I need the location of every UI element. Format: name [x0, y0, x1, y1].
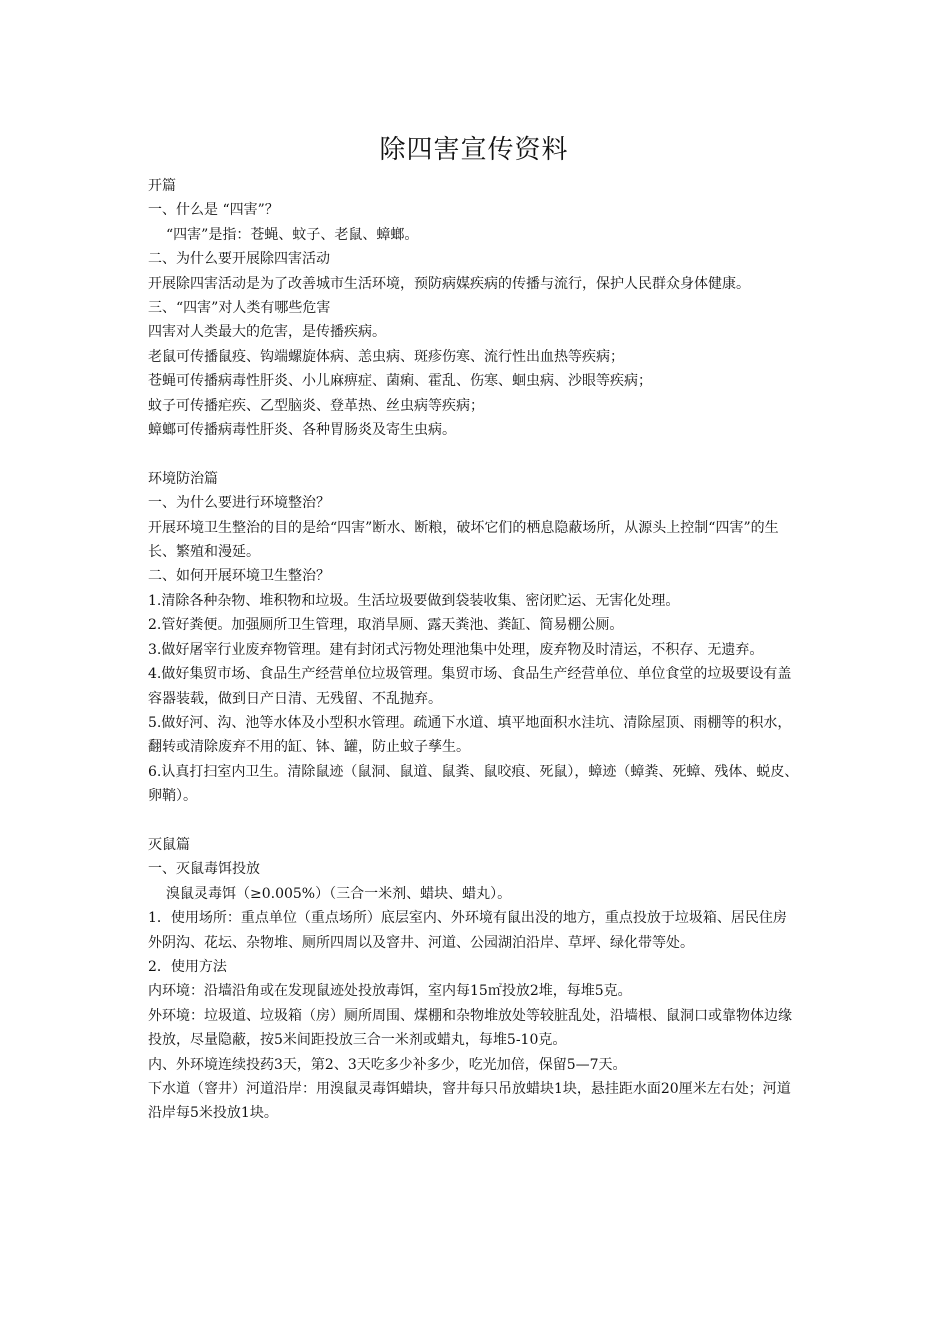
section-heading: 开篇 [148, 178, 176, 194]
paragraph-line: 1．使用场所：重点单位（重点场所）底层室内、外环境有鼠出没的地方，重点投放于垃圾箱、居民住房外阴沟、花坛、杂物堆、厕所四周以及窨井、河道、公园湖泊沿岸、草坪、绿化带等处。 [148, 910, 787, 951]
section-heading: 灭鼠篇 [148, 836, 190, 853]
section-gap [148, 442, 800, 466]
document-body [148, 174, 800, 1126]
paragraph-line: 2.管好粪便。加强厕所卫生管理，取消旱厕、露天粪池、粪缸、简易棚公厕。 [148, 617, 624, 634]
paragraph-line: 3.做好屠宰行业废弃物管理。建有封闭式污物处理池集中处理，废弃物及时清运，不积存、无遗弃。 [148, 641, 764, 658]
paragraph-line: 蟑螂可传播病毒性肝炎、各种胃肠炎及寄生虫病。 [148, 422, 456, 439]
paragraph-line: 二、为什么要开展除四害活动 [148, 251, 330, 268]
paragraph-line: 三、“四害”对人类有哪些危害 [148, 300, 331, 317]
paragraph-line: 开展环境卫生整治的目的是给“四害”断水、断粮，破坏它们的栖息隐蔽场所，从源头上控制“四害”的生长、繁殖和漫延。 [148, 519, 779, 561]
paragraph-line: 开展除四害活动是为了改善城市生活环境，预防病媒疾病的传播与流行，保护人民群众身体健康。 [148, 275, 750, 292]
paragraph-line: 2．使用方法 [148, 958, 227, 975]
paragraph-line: 一、灭鼠毒饵投放 [148, 861, 260, 878]
paragraph-line: 二、如何开展环境卫生整治？ [148, 568, 330, 585]
paragraph-line: 一、什么是 “四害”？ [148, 202, 279, 219]
paragraph-line: 溴鼠灵毒饵（≥0.005%）（三合一米剂、蜡块、蜡丸）。 [166, 885, 512, 902]
section-gap [148, 809, 800, 833]
document-title: 除四害宣传资料 [379, 135, 569, 165]
paragraph-line: 一、为什么要进行环境整治？ [148, 495, 330, 512]
paragraph-line: 下水道（窨井）河道沿岸：用溴鼠灵毒饵蜡块，窨井每只吊放蜡块1块，悬挂距水面20厘米左右处；河道沿岸每5米投放1块。 [148, 1081, 791, 1122]
paragraph-line: 蚊子可传播疟疾、乙型脑炎、登革热、丝虫病等疾病； [148, 397, 484, 414]
paragraph-line: 内环境：沿墙沿角或在发现鼠迹处投放毒饵，室内每15㎡投放2堆，每堆5克。 [148, 983, 632, 1000]
paragraph-line: 外环境：垃圾道、垃圾箱（房）厕所周围、煤棚和杂物堆放处等较脏乱处，沿墙根、鼠洞口或靠物体边缘投放，尽量隐蔽，按5米间距投放三合一米剂或蜡丸，每堆5-10克。 [148, 1007, 792, 1049]
section-heading: 环境防治篇 [148, 470, 218, 487]
paragraph-line: 6.认真打扫室内卫生。清除鼠迹（鼠洞、鼠道、鼠粪、鼠咬痕、死鼠），蟑迹（蟑粪、死蟑、残体、蜕皮、卵鞘）。 [148, 763, 799, 805]
paragraph-line: 5.做好河、沟、池等水体及小型积水管理。疏通下水道、填平地面积水洼坑、清除屋顶、雨棚等的积水，翻转或清除废弃不用的缸、钵、罐，防止蚊子孳生。 [148, 714, 792, 756]
paragraph-line: “四害”是指：苍蝇、蚊子、老鼠、蟑螂。 [166, 226, 419, 243]
document-section [148, 174, 800, 442]
paragraph-line: 1.清除各种杂物、堆积物和垃圾。生活垃圾要做到袋装收集、密闭贮运、无害化处理。 [148, 592, 680, 609]
paragraph-line: 4.做好集贸市场、食品生产经营单位垃圾管理。集贸市场、食品生产经营单位、单位食堂的垃圾要设有盖容器装载，做到日产日清、无残留、不乱抛弃。 [148, 666, 792, 707]
document-section [148, 833, 800, 1126]
paragraph-line: 四害对人类最大的危害，是传播疾病。 [148, 324, 386, 341]
document-section [148, 467, 800, 809]
paragraph-line: 内、外环境连续投药3天，第2、3天吃多少补多少，吃光加倍，保留5—7天。 [148, 1056, 627, 1073]
paragraph-line: 苍蝇可传播病毒性肝炎、小儿麻痹症、菌痢、霍乱、伤寒、蛔虫病、沙眼等疾病； [148, 373, 652, 390]
paragraph-line: 老鼠可传播鼠疫、钩端螺旋体病、恙虫病、斑疹伤寒、流行性出血热等疾病； [148, 348, 624, 365]
